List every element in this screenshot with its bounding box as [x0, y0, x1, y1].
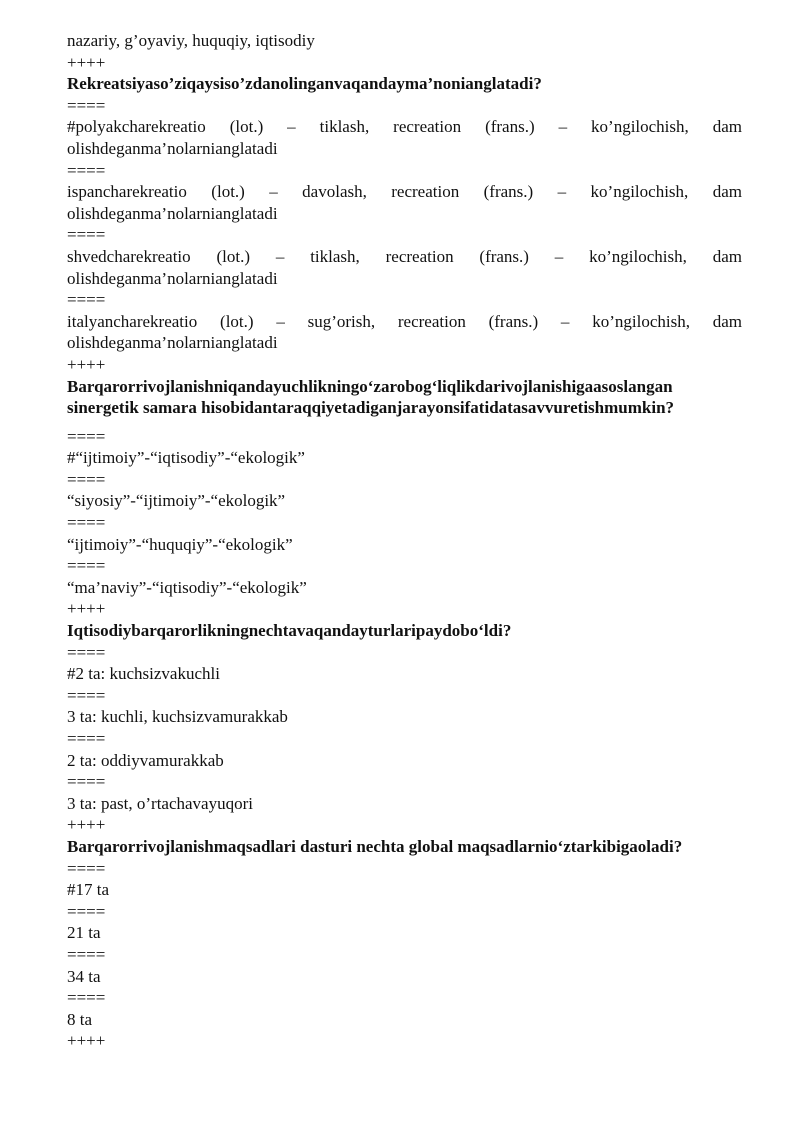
separator: ====	[67, 469, 106, 489]
answer-option: 2 ta: oddiyvamurakkab	[67, 750, 224, 770]
answer-option: shvedcharekreatio (lot.) – tiklash, recreation (frans.) – ko’ngilochish, dam olishdeganma’nolarnianglatadi	[67, 246, 742, 288]
answer-option: 34 ta	[67, 966, 101, 986]
separator: ++++	[67, 52, 106, 72]
separator: ====	[67, 513, 106, 533]
separator: ====	[67, 944, 106, 964]
answer-option: nazariy, g’oyaviy, huquqiy, iqtisodiy	[67, 31, 315, 50]
separator: ====	[67, 290, 106, 310]
separator: ====	[67, 772, 106, 792]
separator: ====	[67, 901, 106, 921]
answer-option: #“ijtimoiy”-“iqtisodiy”-“ekologik”	[67, 448, 305, 468]
answer-option: 3 ta: past, o’rtachavayuqori	[67, 793, 253, 813]
answer-option: 8 ta	[67, 1009, 93, 1029]
separator: ====	[67, 729, 106, 748]
answer-option: “ijtimoiy”-“huquqiy”-“ekologik”	[67, 534, 293, 554]
separator: ====	[67, 225, 106, 245]
answer-option: italyancharekreatio (lot.) – sug’orish, recreation (frans.) – ko’ngilochish, dam olishdeganma’nolarnianglatadi	[67, 311, 742, 353]
separator: ====	[67, 685, 106, 705]
question-text: Iqtisodiybarqarorlikningnechtavaqandayturlaripaydobo‘ldi?	[67, 621, 512, 641]
answer-option: #17 ta	[67, 880, 110, 900]
separator: ++++	[67, 1031, 106, 1051]
answer-option: “ma’naviy”-“iqtisodiy”-“ekologik”	[67, 577, 307, 597]
answer-option: 21 ta	[67, 923, 101, 943]
question-text: Barqarorrivojlanishmaqsadlari dasturi nechta global maqsadlarnio‘ztarkibigaoladi?	[67, 836, 683, 856]
answer-option: “siyosiy”-“ijtimoiy”-“ekologik”	[67, 491, 286, 511]
separator: ====	[67, 160, 106, 180]
separator: ====	[67, 426, 106, 446]
answer-option: 3 ta: kuchli, kuchsizvamurakkab	[67, 707, 288, 727]
answer-option: #2 ta: kuchsizvakuchli	[67, 664, 220, 684]
question-text: Rekreatsiyaso’ziqaysiso’zdanolinganvaqandayma’nonianglatadi?	[67, 74, 542, 94]
question-text: Barqarorrivojlanishniqandayuchlikningo‘zarobog‘liqlikdarivojlanishigaasoslangan sinergetik samara hisobidantaraqqiyetadiganjarayonsifatidatasavvuretishmumkin?	[67, 376, 675, 418]
separator: ====	[67, 988, 106, 1008]
separator: ++++	[67, 815, 106, 835]
separator: ====	[67, 642, 106, 662]
separator: ++++	[67, 599, 106, 619]
separator: ====	[67, 556, 106, 576]
separator: ====	[67, 858, 106, 878]
separator: ++++	[67, 354, 106, 374]
separator: ====	[67, 95, 106, 115]
answer-option: #polyakcharekreatio (lot.) – tiklash, recreation (frans.) – ko’ngilochish, dam olishdeganma’nolarnianglatadi	[67, 117, 742, 158]
document-page	[67, 30, 742, 1052]
answer-option: ispancharekreatio (lot.) – davolash, recreation (frans.) – ko’ngilochish, dam olishdeganma’nolarnianglatadi	[67, 182, 742, 223]
